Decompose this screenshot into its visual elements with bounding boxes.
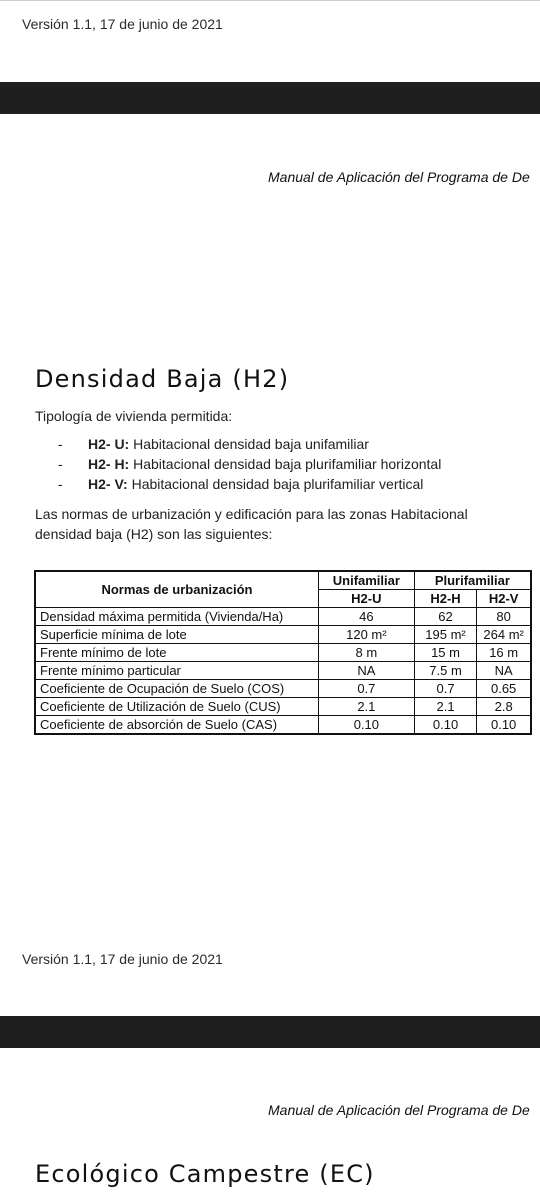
cell-h2-u: NA (318, 662, 414, 680)
typology-description: Habitacional densidad baja plurifamiliar horizontal (129, 456, 442, 472)
version-footer: Versión 1.1, 17 de junio de 2021 (22, 951, 223, 967)
page-top-border (0, 0, 540, 3)
bullet-dash: - (58, 456, 63, 472)
cell-h2-h: 7.5 m (414, 662, 477, 680)
cell-h2-v: 16 m (477, 644, 531, 662)
manual-header: Manual de Aplicación del Programa de De (268, 169, 530, 185)
cell-h2-h: 2.1 (414, 698, 477, 716)
row-label: Coeficiente de Ocupación de Suelo (COS) (35, 680, 318, 698)
typology-description: Habitacional densidad baja unifamiliar (129, 436, 369, 452)
cell-h2-h: 0.10 (414, 716, 477, 735)
typology-code: H2- V: (88, 476, 128, 492)
cell-h2-v: 264 m² (477, 626, 531, 644)
header-plurifamiliar: Plurifamiliar (414, 571, 531, 590)
cell-h2-v: 80 (477, 608, 531, 626)
cell-h2-v: NA (477, 662, 531, 680)
section-title: Ecológico Campestre (EC) (35, 1160, 375, 1188)
list-item (58, 454, 441, 474)
table-row (35, 608, 531, 626)
version-footer: Versión 1.1, 17 de junio de 2021 (22, 16, 223, 32)
list-item (58, 474, 441, 494)
cell-h2-h: 195 m² (414, 626, 477, 644)
bullet-dash: - (58, 476, 63, 492)
cell-h2-v: 0.10 (477, 716, 531, 735)
cell-h2-u: 0.7 (318, 680, 414, 698)
page-divider (0, 82, 540, 114)
row-label: Densidad máxima permitida (Vivienda/Ha) (35, 608, 318, 626)
row-label: Frente mínimo particular (35, 662, 318, 680)
row-label: Coeficiente de absorción de Suelo (CAS) (35, 716, 318, 735)
table-row (35, 626, 531, 644)
typology-code: H2- U: (88, 436, 130, 452)
table-row (35, 716, 531, 735)
cell-h2-u: 8 m (318, 644, 414, 662)
cell-h2-u: 46 (318, 608, 414, 626)
row-label: Coeficiente de Utilización de Suelo (CUS) (35, 698, 318, 716)
intro-text: Tipología de vivienda permitida: (35, 408, 233, 424)
row-label: Superficie mínima de lote (35, 626, 318, 644)
section-title: Densidad Baja (H2) (35, 365, 290, 393)
table-row (35, 680, 531, 698)
cell-h2-u: 2.1 (318, 698, 414, 716)
page-divider (0, 1016, 540, 1048)
table-row (35, 644, 531, 662)
row-label: Frente mínimo de lote (35, 644, 318, 662)
cell-h2-v: 0.65 (477, 680, 531, 698)
header-h2-v: H2-V (477, 590, 531, 608)
bullet-dash: - (58, 436, 63, 452)
cell-h2-h: 0.7 (414, 680, 477, 698)
cell-h2-v: 2.8 (477, 698, 531, 716)
typology-list (58, 434, 441, 494)
cell-h2-h: 15 m (414, 644, 477, 662)
header-norms: Normas de urbanización (35, 571, 318, 608)
cell-h2-u: 120 m² (318, 626, 414, 644)
header-h2-u: H2-U (318, 590, 414, 608)
cell-h2-h: 62 (414, 608, 477, 626)
header-unifamiliar: Unifamiliar (318, 571, 414, 590)
cell-h2-u: 0.10 (318, 716, 414, 735)
typology-code: H2- H: (88, 456, 130, 472)
list-item (58, 434, 441, 454)
table-row (35, 698, 531, 716)
typology-description: Habitacional densidad baja plurifamiliar vertical (127, 476, 424, 492)
manual-header: Manual de Aplicación del Programa de De (268, 1102, 530, 1118)
table-row (35, 662, 531, 680)
norms-intro-text: Las normas de urbanización y edificación para las zonas Habitacional densidad baja (H2) son las siguientes: (35, 506, 468, 542)
header-h2-h: H2-H (414, 590, 477, 608)
norms-table (34, 570, 532, 735)
